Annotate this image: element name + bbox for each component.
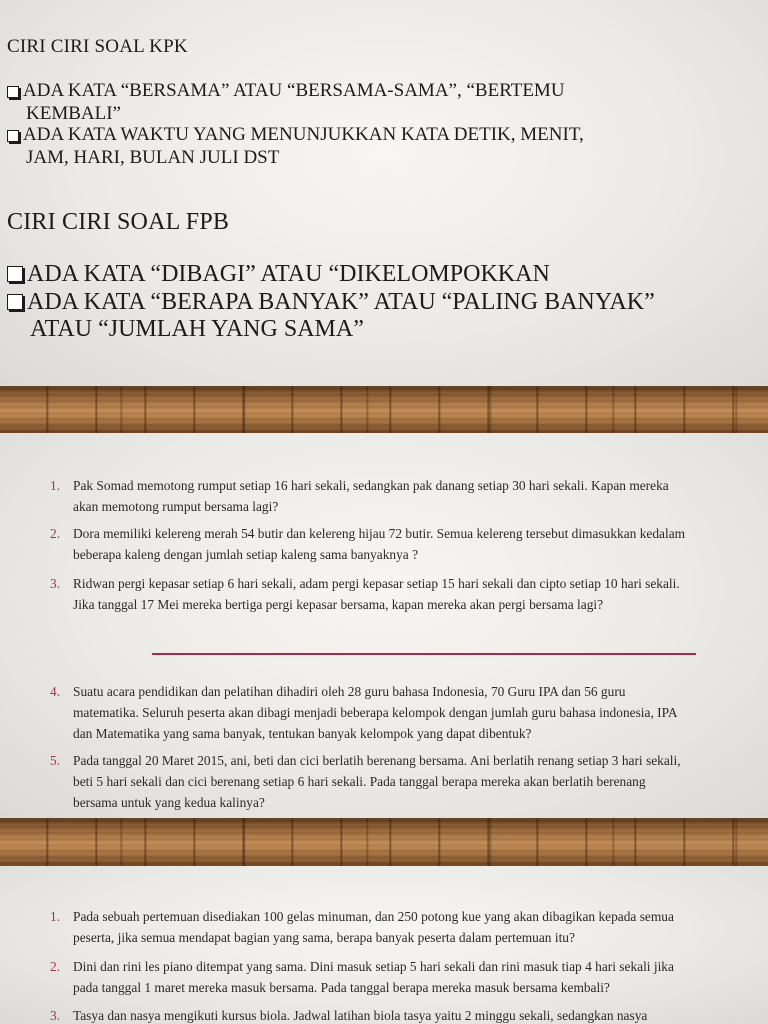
question-line: pada tanggal 1 maret mereka masuk bersama. Pada tanggal berapa mereka masuk bersama kembali? [73,980,610,995]
kpk-item-2-line1: ADA KATA WAKTU YANG MENUNJUKKAN KATA DETIK, MENIT, [23,124,584,145]
question-text [73,750,743,813]
question-line: akan memotong rumput bersama lagi? [73,499,279,514]
kpk-item-2 [7,124,584,146]
question-number: 3. [50,576,61,591]
kpk-item-1-line2: KEMBALI” [26,103,121,124]
kpk-item-1-line1: ADA KATA “BERSAMA” ATAU “BERSAMA-SAMA”, “BERTEMU [23,80,565,101]
checkbox-bullet-icon [7,130,19,142]
question-text [73,681,743,744]
fpb-item-2-line2: ATAU “JUMLAH YANG SAMA” [30,316,364,342]
kpk-item-2-line2: JAM, HARI, BULAN JULI DST [26,147,280,168]
question-line: bersama untuk yang kedua kalinya? [73,795,265,810]
question-line: Pak Somad memotong rumput setiap 16 hari sekali, sedangkan pak danang setiap 30 hari sekali. Kapan mereka [73,478,669,493]
question-text [73,956,743,998]
question-line: Tasya dan nasya mengikuti kursus biola. Jadwal latihan biola tasya yaitu 2 minggu sekali, sedangkan nasya [73,1008,648,1023]
question-line: Suatu acara pendidikan dan pelatihan dihadiri oleh 28 guru bahasa Indonesia, 70 Guru IPA dan 56 guru [73,684,626,699]
section-divider [152,653,696,655]
fpb-item-1 [7,261,550,288]
question-line: beti 5 hari sekali dan cici berenang setiap 6 hari sekali. Pada tanggal berapa mereka akan berlatih berenang [73,774,646,789]
question-number: 2. [50,959,61,974]
question-text [73,573,743,615]
question-line: Pada sebuah pertemuan disediakan 100 gelas minuman, dan 250 potong kue yang akan dibagikan kepada semua [73,909,674,924]
question-number: 3. [50,1008,61,1023]
slide-3 [0,866,768,1024]
question-line: beberapa kaleng dengan jumlah setiap kaleng sama banyaknya ? [73,547,419,562]
question-list-1 [0,433,768,818]
fpb-heading: CIRI CIRI SOAL FPB [7,209,230,235]
wood-floor-band [0,818,768,866]
fpb-item-1-line1: ADA KATA “DIBAGI” ATAU “DIKELOMPOKKAN [27,261,550,287]
slide-2 [0,433,768,818]
question-line: peserta, jika semua mendapat bagian yang sama, berapa banyak peserta dalam pertemuan itu? [73,930,575,945]
question-line: Jika tanggal 17 Mei mereka bertiga pergi kepasar bersama, kapan mereka akan pergi bersama lagi? [73,597,604,612]
question-list-2 [0,866,768,1024]
kpk-heading: CIRI CIRI SOAL KPK [7,36,188,57]
question-text [73,523,743,565]
checkbox-bullet-icon [7,294,23,310]
question-text [73,1005,743,1024]
wood-floor-band [0,386,768,433]
kpk-item-1 [7,80,565,102]
question-text [73,906,743,948]
fpb-item-2-line1: ADA KATA “BERAPA BANYAK” ATAU “PALING BANYAK” [27,289,655,315]
question-line: Dini dan rini les piano ditempat yang sama. Dini masuk setiap 5 hari sekali dan rini masuk tiap 4 hari sekali jika [73,959,674,974]
question-number: 1. [50,909,61,924]
question-text [73,475,743,517]
checkbox-bullet-icon [7,266,23,282]
question-line: matematika. Seluruh peserta akan dibagi menjadi beberapa kelompok dengan jumlah guru bahasa indonesia, IPA [73,705,678,720]
question-line: Dora memiliki kelereng merah 54 butir dan kelereng hijau 72 butir. Semua kelereng tersebut dimasukkan kedalam [73,526,686,541]
question-number: 1. [50,478,61,493]
fpb-item-2 [7,289,655,316]
checkbox-bullet-icon [7,86,19,98]
question-line: dan Matematika yang sama banyak, tentukan banyak kelompok yang dapat dibentuk? [73,726,532,741]
question-number: 4. [50,684,61,699]
question-number: 2. [50,526,61,541]
question-line: Ridwan pergi kepasar setiap 6 hari sekali, adam pergi kepasar setiap 15 hari sekali dan cipto setiap 10 hari sekali. [73,576,680,591]
question-line: Pada tanggal 20 Maret 2015, ani, beti dan cici berlatih berenang bersama. Ani berlatih renang setiap 3 hari sekali, [73,753,681,768]
slide-1 [0,0,768,386]
question-number: 5. [50,753,61,768]
